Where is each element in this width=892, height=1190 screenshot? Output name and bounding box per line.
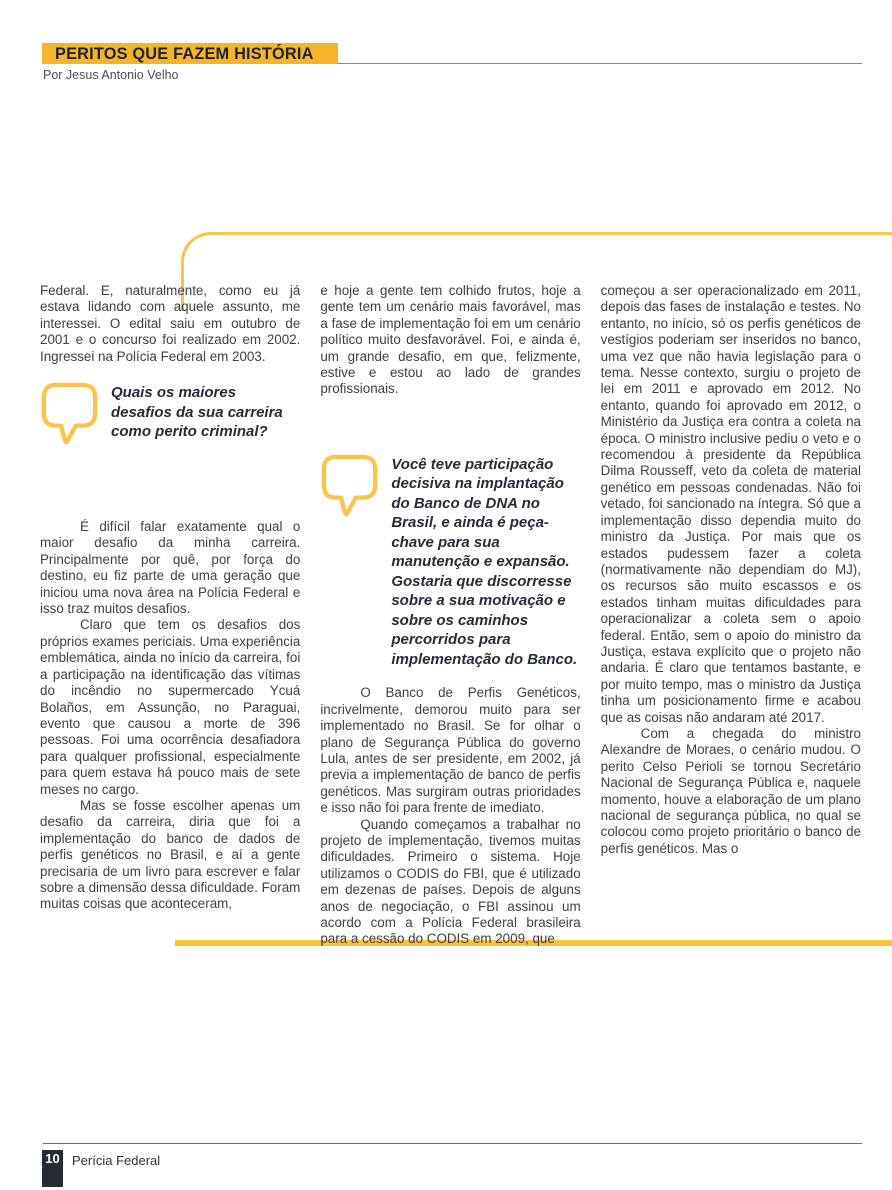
article-paragraph: É difícil falar exatamente qual o maior desafio da minha carreira. Principalmente por quê, por força do destino, eu fiz parte de uma geração que iniciou uma nova área na Polícia Federal e isso traz muitos desafios. [40,519,301,617]
article-paragraph: começou a ser operacionalizado em 2011, depois das fases de instalação e testes. No entanto, no início, só os perfis genéticos de vestígios poderiam ser inseridos no banco, uma vez que não havia legislação para o tema. Nesse contexto, surgiu o projeto de lei em 2011 e aprovado em 2012. No entanto, quando foi aprovado em 2012, o Ministério da Justiça era contra a coleta na época. O ministro inclusive pediu o veto e o recomendou à presidente da República Dilma Rousseff, veto da coleta de material genético em pessoas condenadas. Não foi vetado, foi sancionado na íntegra. Só que a implementação disso dependia muito do ministro da Justiça. Por mais que os estados pudessem fazer a coleta (normativamente não dependiam do MJ), os recursos são muito escassos e os estados tinham muitas dificuldades para operacionalizar a coleta sem o apoio federal. Então, sem o apoio do ministro da Justiça, estava explícito que o projeto não andaria. É claro que tentamos bastante, e por muito tempo, mas o ministro da Justiça tinha um posicionamento firme e acabou que as coisas não andaram até 2017. [600,283,861,725]
column-2 [320,283,580,948]
column-3 [601,283,861,948]
article-paragraph: Federal. E, naturalmente, como eu já estava lidando com aquele assunto, me interessei. O edital saiu em outubro de 2001 e o concurso foi realizado em 2002. Ingressei na Polícia Federal em 2003. [40,283,301,364]
page-title [42,43,338,64]
article-columns [40,283,861,948]
article-paragraph: Com a chegada do ministro Alexandre de Moraes, o cenário mudou. O perito Celso Perioli se tornou Secretário Nacional de Segurança Pública e, naquele momento, houve a elaboração de um plano nacional de segurança pública, no qual se colocou como projeto prioritário o banco de perfis genéticos. Mas o [600,725,861,856]
article-paragraph: Quando começamos a trabalhar no projeto de implementação, tivemos muitas dificuldades. Primeiro o sistema. Hoje utilizamos o CODIS do FBI, que é utilizado em dezenas de países. Depois de alguns anos de negociação, o FBI assinou um acordo com a Polícia Federal brasileira para a cessão do CODIS em 2009, que [320,816,581,947]
footer-rule [43,1143,862,1144]
column-1 [40,283,300,948]
speech-bubble-icon [320,453,382,519]
page-title-text: PERITOS QUE FAZEM HISTÓRIA [55,43,314,63]
question-block-2 [320,453,580,670]
page-number-badge: 10 [42,1150,63,1187]
speech-bubble-icon [40,381,102,447]
question-text: Quais os maiores desafios da sua carreira como perito criminal? [111,384,283,441]
question-text: Você teve participação decisiva na implantação do Banco de DNA no Brasil, e ainda é peça-chave para sua manutenção e expansão. Gostaria que discorresse sobre a sua motivação e sobre os caminhos percorridos para implementação do Banco. [391,455,578,668]
question-block-1 [40,381,300,447]
article-paragraph: Mas se fosse escolher apenas um desafio da carreira, diria que foi a implementação do banco de dados de perfis genéticos no Brasil, e aí a gente precisaria de um livro para escrever e falar sobre a dimensão dessa dificuldade. Foram muitas coisas que aconteceram, [40,797,301,912]
article-paragraph: O Banco de Perfis Genéticos, incrivelmente, demorou muito para ser implementado no Brasil. Se for olhar o plano de Segurança Pública do governo Lula, antes de ser presidente, em 2002, já previa a implementação de banco de perfis genéticos. Mas surgiram outras prioridades e isso não foi para frente de imediato. [320,685,581,816]
publication-name: Perícia Federal [72,1153,161,1168]
byline: Por Jesus Antonio Velho [43,68,179,82]
article-paragraph: Claro que tem os desafios dos próprios exames periciais. Uma experiência emblemática, ainda no início da carreira, foi a participação na identificação das vítimas do incêndio no supermercado Ycuá Bolaños, em Assunção, no Paraguai, evento que causou a morte de 396 pessoas. Foi uma ocorrência desafiadora para qualquer profissional, especialmente para quem estava há pouco mais de sete meses no cargo. [40,617,301,797]
article-paragraph: e hoje a gente tem colhido frutos, hoje a gente tem um cenário mais favorável, mas a fase de implementação foi em um cenário político muito desfavorável. Foi, e ainda é, um grande desafio, em que, felizmente, estive e estou ao lado de grandes profissionais. [320,283,581,397]
